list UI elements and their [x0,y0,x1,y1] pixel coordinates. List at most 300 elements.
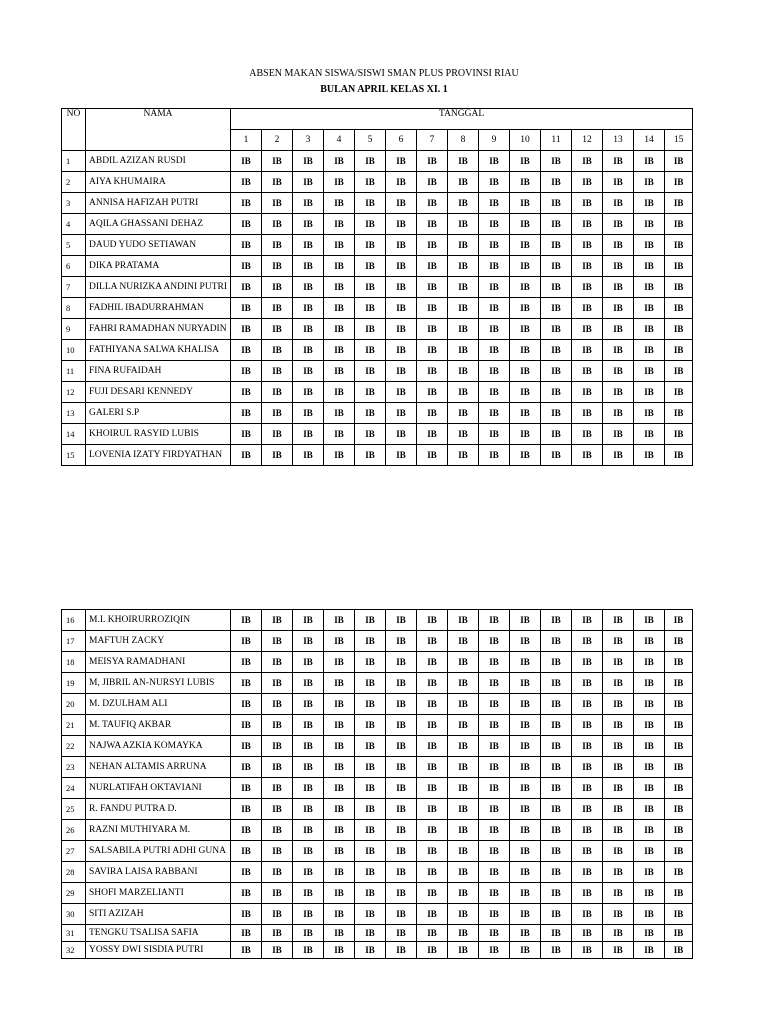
attendance-mark: IB [417,820,448,841]
attendance-mark: IB [541,841,572,862]
attendance-mark: IB [324,214,355,235]
attendance-mark: IB [417,382,448,403]
day-header-15: 15 [665,130,693,151]
attendance-mark: IB [355,631,386,652]
attendance-mark: IB [634,925,665,942]
attendance-mark: IB [262,445,293,466]
attendance-mark: IB [448,610,479,631]
attendance-mark: IB [665,736,693,757]
attendance-mark: IB [324,715,355,736]
attendance-mark: IB [572,445,603,466]
attendance-mark: IB [417,757,448,778]
attendance-mark: IB [324,610,355,631]
attendance-mark: IB [324,862,355,883]
day-header-14: 14 [634,130,665,151]
attendance-mark: IB [231,319,262,340]
attendance-mark: IB [386,151,417,172]
attendance-mark: IB [355,673,386,694]
attendance-mark: IB [510,904,541,925]
attendance-mark: IB [479,736,510,757]
attendance-mark: IB [541,424,572,445]
attendance-mark: IB [262,925,293,942]
attendance-mark: IB [386,424,417,445]
attendance-mark: IB [572,382,603,403]
attendance-mark: IB [386,883,417,904]
attendance-mark: IB [231,673,262,694]
attendance-mark: IB [448,862,479,883]
student-name: M. DZULHAM ALI [86,694,231,715]
attendance-mark: IB [603,841,634,862]
attendance-mark: IB [231,942,262,959]
attendance-mark: IB [293,256,324,277]
attendance-mark: IB [479,862,510,883]
attendance-mark: IB [479,799,510,820]
student-name: TENGKU TSALISA SAFIA [86,925,231,942]
student-row [62,862,693,883]
student-number: 31 [62,925,86,942]
attendance-mark: IB [417,694,448,715]
header-tanggal: TANGGAL [231,109,693,130]
attendance-mark: IB [510,193,541,214]
attendance-mark: IB [231,799,262,820]
student-row [62,841,693,862]
attendance-mark: IB [572,778,603,799]
attendance-mark: IB [417,736,448,757]
attendance-mark: IB [572,757,603,778]
attendance-mark: IB [386,382,417,403]
attendance-mark: IB [417,151,448,172]
attendance-mark: IB [324,925,355,942]
attendance-mark: IB [448,820,479,841]
student-name: DAUD YUDO SETIAWAN [86,235,231,256]
attendance-mark: IB [479,942,510,959]
attendance-mark: IB [417,778,448,799]
attendance-mark: IB [510,942,541,959]
attendance-mark: IB [231,151,262,172]
attendance-mark: IB [386,841,417,862]
attendance-mark: IB [417,445,448,466]
attendance-mark: IB [572,193,603,214]
attendance-mark: IB [324,403,355,424]
attendance-mark: IB [634,256,665,277]
attendance-mark: IB [262,652,293,673]
attendance-mark: IB [324,841,355,862]
student-row [62,277,693,298]
attendance-mark: IB [665,694,693,715]
attendance-mark: IB [634,904,665,925]
attendance-mark: IB [603,235,634,256]
attendance-mark: IB [541,904,572,925]
attendance-mark: IB [262,820,293,841]
attendance-mark: IB [510,841,541,862]
attendance-mark: IB [448,151,479,172]
attendance-mark: IB [572,820,603,841]
attendance-mark: IB [293,715,324,736]
attendance-mark: IB [262,298,293,319]
attendance-mark: IB [665,445,693,466]
attendance-mark: IB [448,799,479,820]
attendance-mark: IB [231,925,262,942]
attendance-mark: IB [541,193,572,214]
student-name: KHOIRUL RASYID LUBIS [86,424,231,445]
student-name: FUJI DESARI KENNEDY [86,382,231,403]
attendance-mark: IB [386,652,417,673]
attendance-mark: IB [665,298,693,319]
attendance-mark: IB [541,151,572,172]
attendance-mark: IB [448,942,479,959]
attendance-mark: IB [324,193,355,214]
attendance-mark: IB [634,214,665,235]
attendance-mark: IB [448,298,479,319]
attendance-mark: IB [541,820,572,841]
attendance-mark: IB [479,925,510,942]
attendance-mark: IB [479,715,510,736]
attendance-mark: IB [510,799,541,820]
attendance-mark: IB [262,883,293,904]
attendance-mark: IB [510,424,541,445]
attendance-mark: IB [634,942,665,959]
attendance-mark: IB [541,883,572,904]
student-row [62,820,693,841]
attendance-mark: IB [541,403,572,424]
attendance-mark: IB [324,172,355,193]
day-header-6: 6 [386,130,417,151]
student-name: FAHRI RAMADHAN NURYADIN [86,319,231,340]
attendance-mark: IB [510,361,541,382]
attendance-mark: IB [231,256,262,277]
attendance-mark: IB [386,256,417,277]
attendance-mark: IB [665,193,693,214]
attendance-mark: IB [634,403,665,424]
attendance-mark: IB [510,652,541,673]
student-row [62,610,693,631]
student-number: 14 [62,424,86,445]
attendance-mark: IB [324,424,355,445]
student-number: 28 [62,862,86,883]
attendance-mark: IB [541,445,572,466]
attendance-mark: IB [634,652,665,673]
attendance-mark: IB [541,715,572,736]
attendance-mark: IB [231,340,262,361]
attendance-mark: IB [448,652,479,673]
attendance-mark: IB [386,277,417,298]
attendance-mark: IB [572,298,603,319]
attendance-mark: IB [262,694,293,715]
attendance-mark: IB [572,256,603,277]
attendance-mark: IB [293,361,324,382]
student-row [62,694,693,715]
attendance-mark: IB [541,778,572,799]
attendance-mark: IB [231,361,262,382]
attendance-mark: IB [262,172,293,193]
attendance-mark: IB [541,610,572,631]
attendance-mark: IB [386,361,417,382]
attendance-mark: IB [510,631,541,652]
student-number: 26 [62,820,86,841]
attendance-mark: IB [262,235,293,256]
attendance-mark: IB [262,610,293,631]
attendance-mark: IB [293,904,324,925]
attendance-mark: IB [386,799,417,820]
attendance-mark: IB [324,445,355,466]
attendance-mark: IB [448,193,479,214]
attendance-mark: IB [231,715,262,736]
attendance-mark: IB [262,277,293,298]
attendance-mark: IB [231,382,262,403]
attendance-mark: IB [510,820,541,841]
attendance-mark: IB [417,172,448,193]
student-name: AIYA KHUMAIRA [86,172,231,193]
attendance-mark: IB [293,151,324,172]
attendance-mark: IB [417,214,448,235]
attendance-mark: IB [448,424,479,445]
attendance-mark: IB [665,673,693,694]
attendance-mark: IB [262,403,293,424]
attendance-mark: IB [386,610,417,631]
student-row [62,214,693,235]
attendance-mark: IB [603,277,634,298]
attendance-mark: IB [634,631,665,652]
attendance-mark: IB [572,235,603,256]
attendance-mark: IB [324,883,355,904]
attendance-mark: IB [603,298,634,319]
student-row [62,151,693,172]
attendance-mark: IB [355,778,386,799]
day-header-9: 9 [479,130,510,151]
attendance-mark: IB [572,214,603,235]
attendance-mark: IB [572,925,603,942]
attendance-mark: IB [572,340,603,361]
attendance-mark: IB [293,652,324,673]
attendance-mark: IB [448,778,479,799]
attendance-mark: IB [231,883,262,904]
attendance-mark: IB [665,172,693,193]
attendance-mark: IB [510,382,541,403]
attendance-mark: IB [324,361,355,382]
attendance-mark: IB [262,841,293,862]
attendance-mark: IB [603,256,634,277]
student-number: 7 [62,277,86,298]
attendance-mark: IB [634,757,665,778]
attendance-mark: IB [665,883,693,904]
attendance-mark: IB [541,298,572,319]
attendance-mark: IB [603,319,634,340]
attendance-mark: IB [262,799,293,820]
attendance-mark: IB [634,193,665,214]
attendance-mark: IB [417,403,448,424]
attendance-mark: IB [572,694,603,715]
attendance-mark: IB [355,862,386,883]
attendance-mark: IB [665,214,693,235]
attendance-mark: IB [293,820,324,841]
attendance-mark: IB [603,883,634,904]
attendance-mark: IB [479,883,510,904]
student-row [62,715,693,736]
attendance-mark: IB [541,862,572,883]
student-name: DIKA PRATAMA [86,256,231,277]
student-row [62,904,693,925]
student-name: GALERI S.P [86,403,231,424]
attendance-mark: IB [448,445,479,466]
attendance-mark: IB [572,361,603,382]
attendance-mark: IB [572,319,603,340]
attendance-mark: IB [417,424,448,445]
attendance-mark: IB [417,904,448,925]
attendance-mark: IB [479,319,510,340]
student-name: SHOFI MARZELIANTI [86,883,231,904]
attendance-mark: IB [479,778,510,799]
attendance-mark: IB [572,424,603,445]
attendance-mark: IB [510,172,541,193]
attendance-mark: IB [262,715,293,736]
attendance-mark: IB [324,778,355,799]
attendance-mark: IB [262,256,293,277]
attendance-mark: IB [665,235,693,256]
header-no: NO [62,109,86,151]
attendance-mark: IB [386,715,417,736]
attendance-mark: IB [293,925,324,942]
attendance-mark: IB [541,694,572,715]
attendance-mark: IB [572,862,603,883]
attendance-mark: IB [479,235,510,256]
student-name: NAJWA AZKIA KOMAYKA [86,736,231,757]
attendance-mark: IB [479,277,510,298]
student-name: ABDIL AZIZAN RUSDI [86,151,231,172]
attendance-mark: IB [572,736,603,757]
attendance-mark: IB [665,757,693,778]
student-row [62,799,693,820]
attendance-mark: IB [634,172,665,193]
attendance-mark: IB [293,382,324,403]
attendance-mark: IB [293,883,324,904]
attendance-mark: IB [634,799,665,820]
attendance-mark: IB [231,193,262,214]
student-name: RAZNI MUTHIYARA M. [86,820,231,841]
student-number: 10 [62,340,86,361]
attendance-mark: IB [293,172,324,193]
attendance-mark: IB [634,862,665,883]
attendance-mark: IB [293,319,324,340]
attendance-mark: IB [510,151,541,172]
student-row [62,256,693,277]
attendance-mark: IB [324,799,355,820]
attendance-mark: IB [293,193,324,214]
attendance-mark: IB [572,715,603,736]
attendance-mark: IB [417,319,448,340]
student-name: DILLA NURIZKA ANDINI PUTRI [86,277,231,298]
attendance-mark: IB [665,340,693,361]
attendance-mark: IB [634,361,665,382]
day-header-13: 13 [603,130,634,151]
attendance-mark: IB [634,841,665,862]
attendance-mark: IB [231,757,262,778]
attendance-mark: IB [355,235,386,256]
attendance-mark: IB [293,862,324,883]
attendance-mark: IB [386,340,417,361]
attendance-mark: IB [355,319,386,340]
attendance-mark: IB [572,172,603,193]
student-name: SAVIRA LAISA RABBANI [86,862,231,883]
day-header-2: 2 [262,130,293,151]
attendance-mark: IB [572,610,603,631]
student-row [62,445,693,466]
attendance-mark: IB [355,445,386,466]
student-number: 21 [62,715,86,736]
student-number: 19 [62,673,86,694]
attendance-mark: IB [603,820,634,841]
attendance-mark: IB [665,862,693,883]
student-number: 9 [62,319,86,340]
attendance-mark: IB [231,235,262,256]
attendance-mark: IB [572,631,603,652]
attendance-mark: IB [448,883,479,904]
attendance-mark: IB [324,757,355,778]
attendance-mark: IB [355,799,386,820]
attendance-mark: IB [293,694,324,715]
attendance-mark: IB [355,193,386,214]
attendance-mark: IB [293,631,324,652]
attendance-mark: IB [448,382,479,403]
attendance-mark: IB [448,172,479,193]
attendance-mark: IB [665,942,693,959]
attendance-mark: IB [603,904,634,925]
attendance-mark: IB [293,778,324,799]
attendance-mark: IB [634,610,665,631]
student-number: 16 [62,610,86,631]
student-row [62,298,693,319]
student-number: 18 [62,652,86,673]
attendance-mark: IB [665,778,693,799]
attendance-mark: IB [417,631,448,652]
attendance-mark: IB [324,256,355,277]
attendance-mark: IB [231,277,262,298]
student-number: 32 [62,942,86,959]
student-row [62,235,693,256]
student-number: 15 [62,445,86,466]
attendance-mark: IB [417,799,448,820]
attendance-mark: IB [665,925,693,942]
attendance-mark: IB [541,652,572,673]
attendance-mark: IB [355,904,386,925]
attendance-mark: IB [386,631,417,652]
student-number: 11 [62,361,86,382]
attendance-mark: IB [448,319,479,340]
attendance-mark: IB [479,193,510,214]
attendance-mark: IB [448,277,479,298]
day-header-7: 7 [417,130,448,151]
attendance-mark: IB [479,256,510,277]
day-header-11: 11 [541,130,572,151]
attendance-mark: IB [293,403,324,424]
attendance-mark: IB [479,340,510,361]
attendance-mark: IB [355,942,386,959]
student-name: FATHIYANA SALWA KHALISA [86,340,231,361]
attendance-mark: IB [417,652,448,673]
attendance-mark: IB [634,715,665,736]
attendance-mark: IB [541,942,572,959]
attendance-mark: IB [231,214,262,235]
attendance-mark: IB [479,694,510,715]
attendance-mark: IB [262,757,293,778]
attendance-mark: IB [634,382,665,403]
attendance-mark: IB [417,841,448,862]
attendance-mark: IB [479,424,510,445]
attendance-mark: IB [603,799,634,820]
attendance-mark: IB [293,610,324,631]
attendance-mark: IB [510,298,541,319]
attendance-mark: IB [603,715,634,736]
attendance-mark: IB [293,841,324,862]
